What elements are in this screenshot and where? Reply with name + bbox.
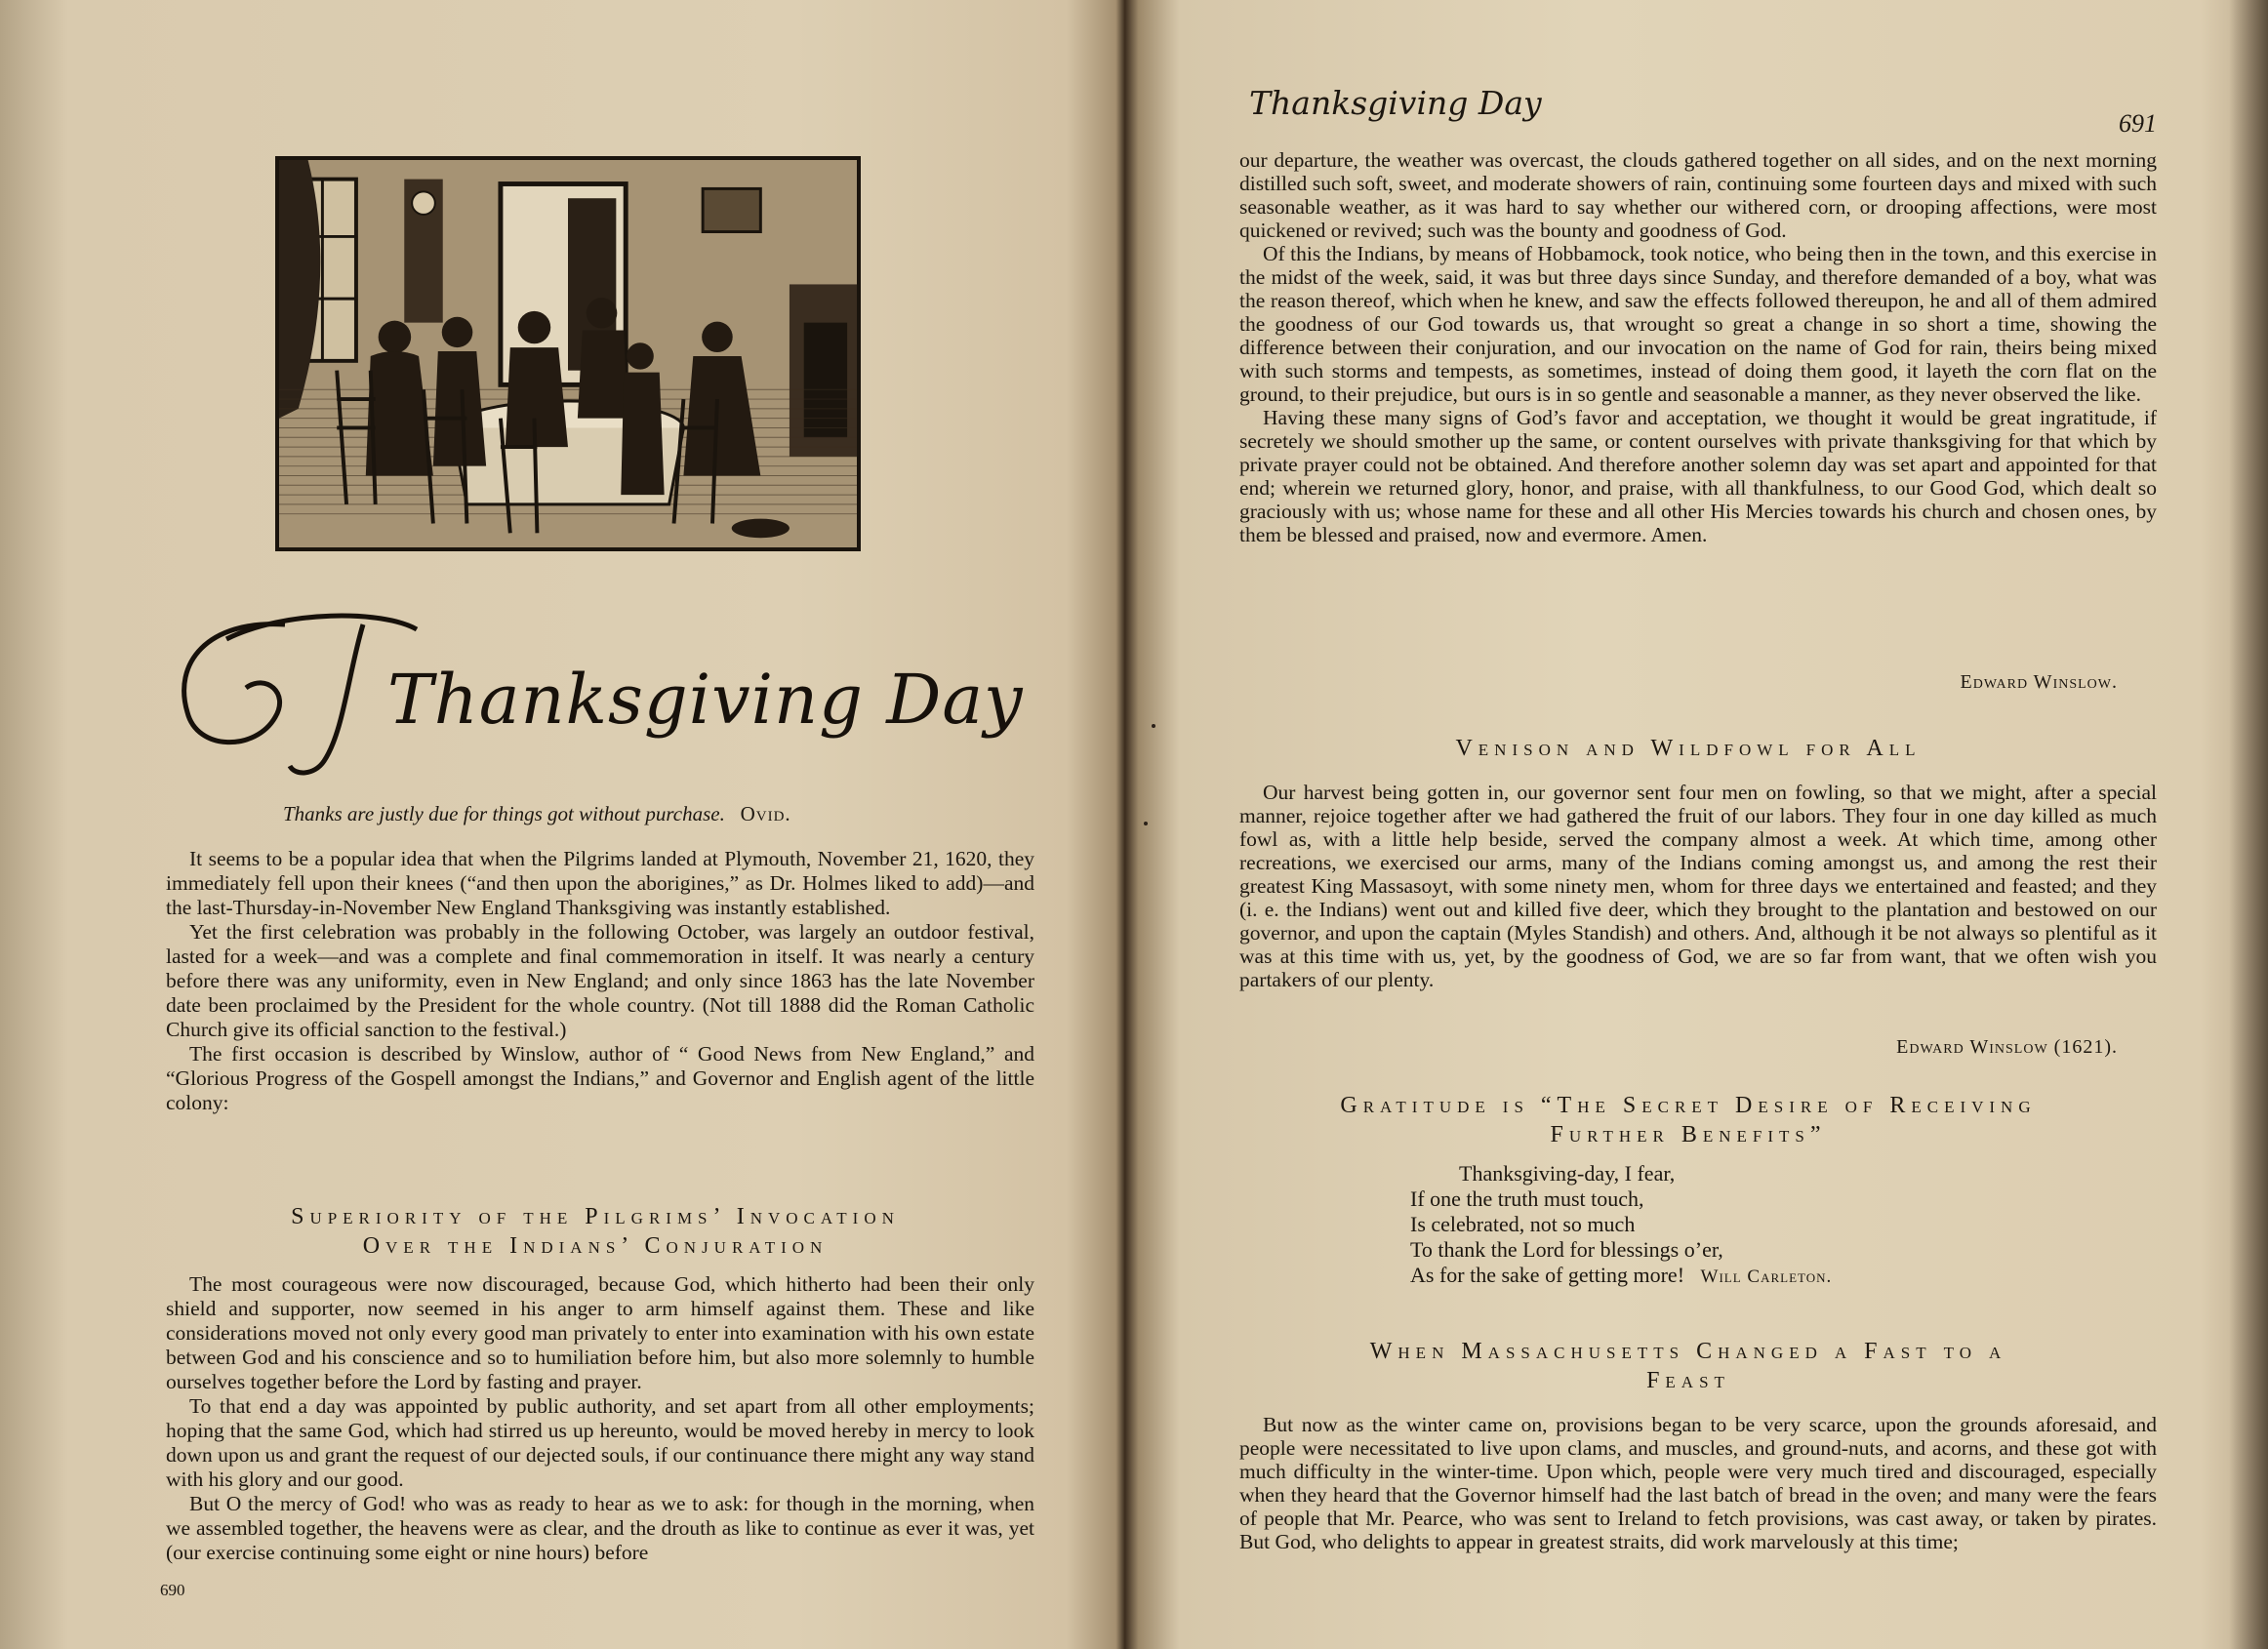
left-page <box>146 0 1044 1649</box>
gutter-mark <box>1144 822 1148 825</box>
woodcut-illustration <box>275 156 861 551</box>
section-heading-line: Venison and Wildfowl for All <box>1455 736 1922 761</box>
paragraph: Having these many signs of God’s favor and acceptation, we thought it would be great ingratitude, if secretely we should smother up the same, or content ourselves with private thanksgiving for that which by private prayer could not be obtained. And therefore another solemn day was set apart and appointed for that end; wherein we returned glory, honor, and praise, with all thankfulness, to our Good God, which dealt so graciously with us; whose name for these and all other His Mercies towards his church and chosen ones, by them be blessed and praised, now and evermore. Amen. <box>1239 406 2157 546</box>
poem <box>1410 1161 1832 1290</box>
paragraph: Yet the first celebration was probably in the following October, was largely an outdoor festival, lasted for a week—and was a complete and final commemoration in itself. It was nearly a century before there was any uniformity, even in New England; and only since 1863 has the late November date been proclaimed by the President for the whole country. (Not till 1888 did the Roman Catholic Church give its official sanction to the festival.) <box>166 920 1034 1041</box>
poem-line: Thanksgiving-day, I fear, <box>1459 1161 1676 1186</box>
poem-line: As for the sake of getting more! <box>1410 1263 1685 1287</box>
family-dinner-engraving <box>279 160 857 547</box>
paragraph: Of this the Indians, by means of Hobbamock, took notice, who being then in the town, and this exercise in the midst of the week, said, it was but three days since Sunday, and therefore demanded of a boy, what was the reason thereof, which when he knew, and saw the effects followed thereupon, he and all of them admired the goodness of our God towards us, that wrought so great a change in so short a time, showing the difference between their conjuration, and our invocation on the name of God for rain, theirs being mixed with such storms and tempests, as sometimes, instead of doing them good, it layeth the corn flat on the ground, to their prejudice, but ours is in so gentle and seasonable a manner, as they never observed the like. <box>1239 242 2157 406</box>
paragraph: To that end a day was appointed by public authority, and set apart from all other employments; hoping that the same God, which had stirred us up hereunto, would be moved hereby in mercy to look down upon us and grant the request of our dejected souls, if our continuance there might any way stand with his glory and our good. <box>166 1394 1034 1491</box>
massachusetts-text <box>1239 1413 2157 1553</box>
paragraph: Our harvest being gotten in, our governor sent four men on fowling, so that we might, after a special manner, rejoice together after we had gathered the fruit of our labors. They four in one day killed as much fowl as, with a little help beside, served the company almost a week. At which time, among other recreations, we exercised our arms, many of the Indians coming amongst us, and among the rest their greatest King Massasoyt, with some ninety men, whom for three days we entertained and feasted; and they (i. e. the Indians) went out and killed five deer, which they brought to the plantation and bestowed on our governor, and upon the captain (Myles Standish) and others. And, although it be not always so plentiful as it was at this time with us, yet, by the goodness of God, we are so far from want, that we often wish you partakers of our plenty. <box>1239 781 2157 991</box>
attribution: Edward Winslow. <box>1960 671 2118 693</box>
page-number-right: 691 <box>2119 109 2157 138</box>
venison-text <box>1239 781 2157 991</box>
chapter-title-text: Thanksgiving Day <box>387 660 1024 740</box>
paragraph: But now as the winter came on, provisions began to be very scarce, upon the grounds aforesaid, and people were necessitated to live upon clams, and muscles, and ground-nuts, and acorns, and these got with much difficulty in the winter-time. Upon which, people were very much tired and discouraged, especially when they heard that the Governor himself had the last batch of bread in the oven; and many were the fears of people that Mr. Pearce, who was sent to Ireland to fetch provisions, was cast away, or taken by pirates. But God, who delights to appear in greatest straits, did work marvelously at this time; <box>1239 1413 2157 1553</box>
poem-author: Will Carleton. <box>1700 1267 1833 1287</box>
page-edge-shadow <box>2229 0 2268 1649</box>
paragraph: But O the mercy of God! who was as ready to hear as we to ask: for though in the morning, when we assembled together, the heavens were as clear, and the drouth as like to continue as ever it was, yet (our exercise continuing some eight or nine hours) before <box>166 1492 1034 1564</box>
section-heading-line: Superiority of the Pilgrims’ Invocation <box>291 1204 900 1229</box>
paragraph: The most courageous were now discouraged, because God, which hitherto had been their only shield and supporter, now seemed in his anger to arm himself against them. These and like considerations moved not only every good man privately to enter into examination with his own estate between God and his conscience and so to humiliation before him, but also more solemnly to humble ourselves together before the Lord by fasting and prayer. <box>166 1272 1034 1393</box>
epigraph <box>283 802 1044 826</box>
gutter-mark <box>1152 724 1155 728</box>
section-heading-massachusetts <box>1220 1337 2157 1395</box>
section-heading-line: Gratitude is “The Secret Desire of Receiving <box>1340 1093 2037 1118</box>
epigraph-quote: Thanks are justly due for things got without purchase. <box>283 802 725 825</box>
chapter-title <box>168 605 1046 781</box>
running-head: Thanksgiving Day <box>1249 84 1542 122</box>
section-text <box>166 1272 1034 1565</box>
paragraph: It seems to be a popular idea that when the Pilgrims landed at Plymouth, November 21, 1620, they immediately fell upon their knees (“and then upon the aborigines,” as Dr. Holmes liked to add)—and the last-Thursday-in-November New England Thanksgiving was instantly established. <box>166 847 1034 919</box>
poem-line: Is celebrated, not so much <box>1410 1212 1636 1236</box>
right-page <box>1220 0 2157 1649</box>
section-heading-line: When Massachusetts Changed a Fast to a <box>1369 1339 2007 1364</box>
continued-text <box>1239 148 2157 546</box>
section-heading-line: Further Benefits” <box>1550 1122 1827 1147</box>
epigraph-author: Ovid. <box>740 802 791 825</box>
attribution: Edward Winslow (1621). <box>1896 1036 2118 1058</box>
page-number-left: 690 <box>160 1581 185 1599</box>
section-heading-gratitude <box>1220 1091 2157 1149</box>
section-heading-superiority <box>146 1202 1044 1261</box>
section-heading-line: Over the Indians’ Conjuration <box>362 1233 829 1259</box>
section-heading-venison <box>1220 734 2157 763</box>
decorative-swash-t-icon <box>168 605 422 781</box>
section-heading-line: Feast <box>1646 1368 1730 1393</box>
paragraph: our departure, the weather was overcast, the clouds gathered together on all sides, and on the next morning distilled such soft, sweet, and moderate showers of rain, continuing some fourteen days and mixed with such seasonable weather, as it was hard to say whether our withered corn, or drooping affections, were most quickened or revived; such was the bounty and goodness of God. <box>1239 148 2157 242</box>
intro-text <box>166 847 1034 1115</box>
poem-line: To thank the Lord for blessings o’er, <box>1410 1237 1723 1262</box>
paragraph: The first occasion is described by Winslow, author of “ Good News from New England,” and “Glorious Progress of the Gospell amongst the Indians,” and Governor and English agent of the little colony: <box>166 1042 1034 1114</box>
poem-line: If one the truth must touch, <box>1410 1186 1644 1211</box>
